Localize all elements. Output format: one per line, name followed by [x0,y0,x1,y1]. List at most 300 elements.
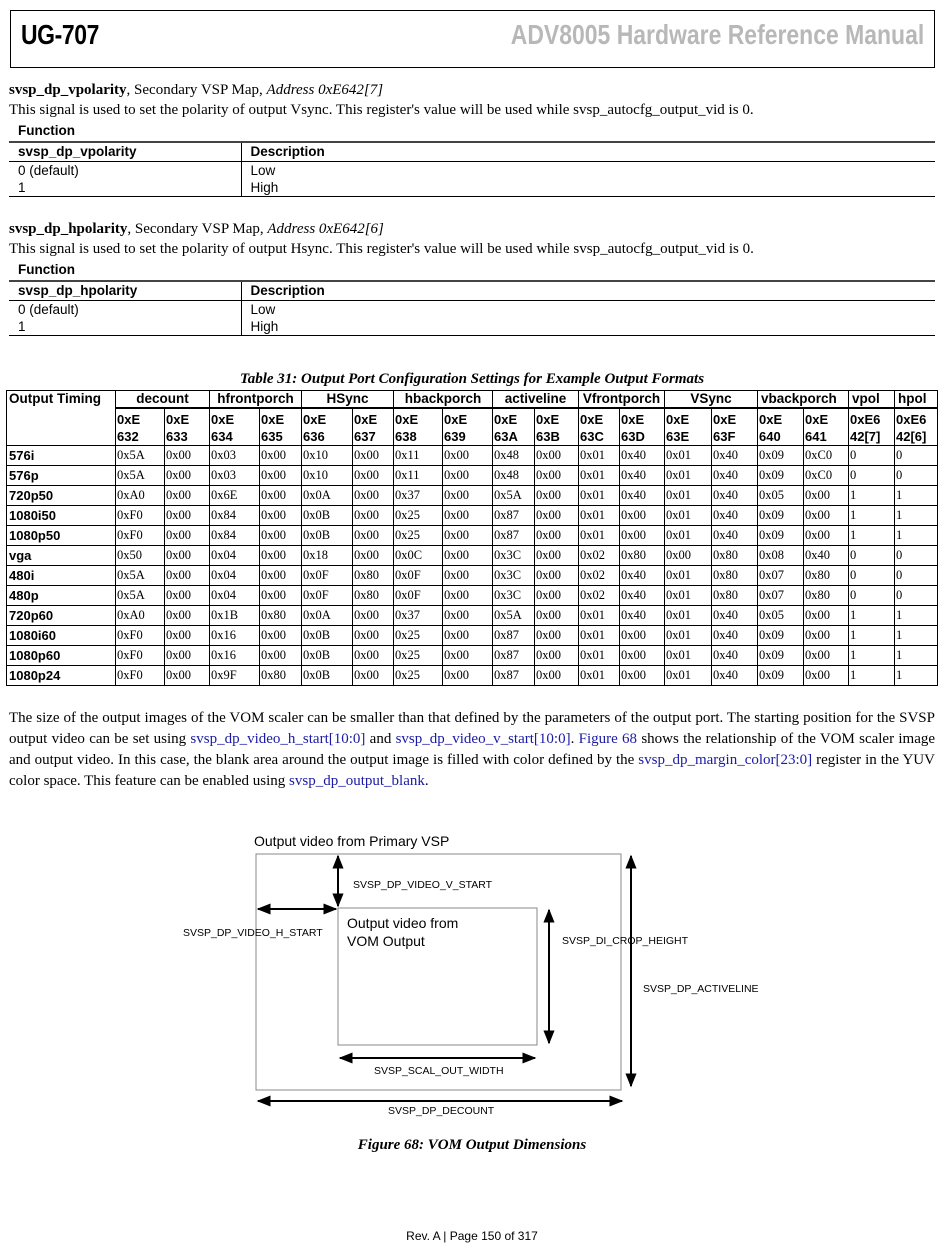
address-header [394,408,443,446]
register-value-cell: 0x00 [165,566,210,586]
register-value-cell: 0x40 [620,606,665,626]
register-value-cell: 0x00 [535,606,579,626]
link-video-v-start[interactable]: svsp_dp_video_v_start[10:0] [395,731,571,747]
register-value-cell: 0x00 [353,546,394,566]
table-row [7,486,938,506]
register-value-cell: 0 [849,466,895,486]
address-header [493,408,535,446]
address-prefix: 0xE [166,411,190,427]
address-prefix: 0xE6 [850,411,881,427]
output-timing-name: 480p [7,586,116,606]
register-value-cell: 0x3C [493,586,535,606]
register-value-cell: 0x3C [493,566,535,586]
function-label: Function [18,262,75,277]
register-value-cell: 0x00 [260,486,302,506]
output-timing-name: 1080i50 [7,506,116,526]
register-value-cell: 0x01 [665,646,712,666]
register-value-cell: 0x10 [302,446,353,466]
register-value-cell: 0x18 [302,546,353,566]
table-row [9,318,935,336]
register-value-cell: 0x5A [116,586,165,606]
address-suffix: 634 [211,428,233,444]
register-value-cell: 0x25 [394,646,443,666]
register-value-cell: 0x02 [579,546,620,566]
text: shows the relationship of the VOM scaler image and output video. In this case, the blank area around the output image is filled with color defined by the [9,731,936,768]
register-value-cell: 0xA0 [116,486,165,506]
address-prefix: 0xE [494,411,518,427]
address-suffix: 42[6] [896,428,927,444]
register-value-cell: 0x02 [579,586,620,606]
decount-label: SVSP_DP_DECOUNT [388,1105,495,1117]
register-value-cell: 0 [849,446,895,466]
v-start-label: SVSP_DP_VIDEO_V_START [353,879,493,891]
address-suffix: 63D [621,428,645,444]
table-row [7,666,938,686]
register-value-cell: 0x11 [394,466,443,486]
register-value-cell: 0x5A [116,466,165,486]
output-timing-name: 1080p50 [7,526,116,546]
address-suffix: 632 [117,428,139,444]
address-suffix: 42[7] [850,428,881,444]
diagram-graphic [0,820,950,1140]
output-timing-name: 720p60 [7,606,116,626]
address-header [302,408,353,446]
address-prefix: 0xE [303,411,327,427]
register-value-cell: 0x00 [165,546,210,566]
register-value-cell: 0x01 [665,566,712,586]
register-value-cell: 0x00 [260,466,302,486]
register-value-cell: 0x00 [443,446,493,466]
register-value-cell: 0x40 [712,626,758,646]
address-header [849,408,895,446]
address-suffix: 63A [494,428,518,444]
register-value-cell: 0x87 [493,666,535,686]
register-value-cell: 1 [849,526,895,546]
group-header: hfrontporch [210,391,302,408]
address-prefix: 0xE [261,411,285,427]
register-value-cell: 0x00 [620,506,665,526]
register-value-cell: 0x01 [665,606,712,626]
register-value-cell: 0x00 [165,646,210,666]
register-value-cell: 0xF0 [116,666,165,686]
register-value-cell: 0x40 [712,606,758,626]
table-row [7,646,938,666]
register-value-cell: 1 [895,606,938,626]
address-prefix: 0xE6 [896,411,927,427]
register-value-cell: 1 [849,666,895,686]
register-value-cell: 1 [895,486,938,506]
register-value-cell: 0x1B [210,606,260,626]
register-value-cell: 0x00 [165,606,210,626]
register-value-cell: 0 [895,466,938,486]
register-value-cell: 0x0B [302,526,353,546]
address-suffix: 636 [303,428,325,444]
register-value-cell: 0x00 [353,526,394,546]
register-value-cell: 0x00 [804,486,849,506]
address-suffix: 639 [444,428,466,444]
doc-id: UG-707 [21,19,99,50]
register-value-cell: 0x00 [620,526,665,546]
cell-value: 0 (default) [9,161,241,179]
register-value-cell: 0x03 [210,446,260,466]
register-value-cell: 0x9F [210,666,260,686]
register-value-cell: 0x5A [493,606,535,626]
function-table [9,280,935,336]
group-header: Vfrontporch [579,391,665,408]
register-value-cell: 0x09 [758,666,804,686]
register-value-cell: 0x0B [302,666,353,686]
register-value-cell: 0x5A [116,446,165,466]
address-header-row [7,408,938,446]
address-suffix: 63C [580,428,604,444]
address-prefix: 0xE [354,411,378,427]
register-value-cell: 0x00 [620,646,665,666]
register-value-cell: 0x00 [353,606,394,626]
col-header-value: svsp_dp_hpolarity [9,281,241,300]
register-value-cell: 0x00 [443,646,493,666]
register-value-cell: 0x00 [165,526,210,546]
register-name: svsp_dp_hpolarity [9,221,128,237]
register-value-cell: 0x00 [260,446,302,466]
register-value-cell: 0x40 [712,446,758,466]
register-value-cell: 0x00 [535,546,579,566]
register-value-cell: 0x01 [665,666,712,686]
register-value-cell: 0x80 [712,546,758,566]
outer-label: Output video from Primary VSP [254,833,450,849]
group-header: hbackporch [394,391,493,408]
table-row [7,546,938,566]
register-name: svsp_dp_vpolarity [9,82,127,98]
register-value-cell: 0x00 [804,626,849,646]
register-value-cell: 0xC0 [804,446,849,466]
register-hpolarity [9,219,935,336]
address-header [758,408,804,446]
text: register in the YUV color space. This feature can be enabled using [9,752,935,789]
address-prefix: 0xE [805,411,829,427]
output-timing-name: vga [7,546,116,566]
table-row [7,526,938,546]
register-value-cell: 0 [895,566,938,586]
register-value-cell: 0x00 [260,506,302,526]
register-value-cell: 0x80 [353,586,394,606]
register-value-cell: 0x01 [579,486,620,506]
register-description: This signal is used to set the polarity of output Hsync. This register's value will be used while svsp_autocfg_output_vid is 0. [9,241,754,257]
address-suffix: 640 [759,428,781,444]
page-footer: Rev. A | Page 150 of 317 [406,1229,538,1243]
register-value-cell: 0x10 [302,466,353,486]
register-value-cell: 0x40 [712,486,758,506]
register-value-cell: 0x40 [712,506,758,526]
table-row [7,466,938,486]
register-value-cell: 0x00 [620,626,665,646]
register-value-cell: 1 [895,646,938,666]
register-value-cell: 0x09 [758,506,804,526]
register-value-cell: 0x37 [394,486,443,506]
register-value-cell: 1 [849,606,895,626]
register-value-cell: 0x25 [394,626,443,646]
register-value-cell: 0x01 [665,446,712,466]
col-header-value: svsp_dp_vpolarity [9,142,241,161]
register-value-cell: 0x80 [353,566,394,586]
activeline-label: SVSP_DP_ACTIVELINE [643,983,759,995]
output-timing-name: 576i [7,446,116,466]
register-value-cell: 0x00 [443,566,493,586]
output-timing-name: 576p [7,466,116,486]
register-value-cell: 0x80 [712,586,758,606]
group-header-row [7,391,938,408]
register-value-cell: 0x00 [260,626,302,646]
register-value-cell: 0x09 [758,646,804,666]
register-value-cell: 1 [895,506,938,526]
register-value-cell: 1 [849,486,895,506]
register-value-cell: 0x40 [712,466,758,486]
register-value-cell: 0x50 [116,546,165,566]
register-value-cell: 0 [849,546,895,566]
link-video-h-start[interactable]: svsp_dp_video_h_start[10:0] [190,731,366,747]
register-value-cell: 0x6E [210,486,260,506]
register-value-cell: 0x00 [353,446,394,466]
address-suffix: 641 [805,428,827,444]
group-header: VSync [665,391,758,408]
register-value-cell: 0x01 [579,666,620,686]
register-value-cell: 0 [895,546,938,566]
register-value-cell: 0x01 [665,586,712,606]
inner-label-1: Output video from [347,915,459,931]
address-suffix: 635 [261,428,283,444]
register-value-cell: 0x5A [493,486,535,506]
register-value-cell: 0x07 [758,566,804,586]
register-value-cell: 0x5A [116,566,165,586]
register-value-cell: 0x01 [579,626,620,646]
register-value-cell: 0x80 [804,586,849,606]
register-value-cell: 0x0A [302,486,353,506]
register-value-cell: 0x00 [260,566,302,586]
col-header-description: Description [241,281,935,300]
register-value-cell: 0x00 [443,666,493,686]
register-map: , Secondary VSP Map, [127,221,268,237]
register-value-cell: 0x01 [579,646,620,666]
figure-vom-output-dimensions [0,820,950,1140]
link-output-blank[interactable]: svsp_dp_output_blank [289,773,425,789]
register-value-cell: 0x04 [210,566,260,586]
address-header [895,408,938,446]
register-value-cell: 0x0F [302,586,353,606]
register-value-cell: 1 [895,666,938,686]
register-value-cell: 1 [849,626,895,646]
register-value-cell: 0x00 [260,546,302,566]
register-value-cell: 0x00 [353,626,394,646]
output-timing-name: 480i [7,566,116,586]
register-value-cell: 0x0B [302,506,353,526]
crop-height-label: SVSP_DI_CROP_HEIGHT [562,935,689,947]
table-row [7,606,938,626]
register-value-cell: 0x00 [165,446,210,466]
register-value-cell: 0x48 [493,446,535,466]
register-value-cell: 0x11 [394,446,443,466]
register-value-cell: 0xC0 [804,466,849,486]
register-description: This signal is used to set the polarity of output Vsync. This register's value will be used while svsp_autocfg_output_vid is 0. [9,102,754,118]
address-prefix: 0xE [444,411,468,427]
register-value-cell: 0x01 [665,486,712,506]
register-value-cell: 0x01 [579,526,620,546]
address-suffix: 637 [354,428,376,444]
text: . [424,773,429,789]
group-header: decount [116,391,210,408]
register-value-cell: 0x01 [665,526,712,546]
register-value-cell: 0 [849,586,895,606]
register-value-cell: 0x07 [758,586,804,606]
register-value-cell: 0x00 [353,506,394,526]
group-header: hpol [895,391,938,408]
register-value-cell: 0x40 [620,566,665,586]
address-header [260,408,302,446]
register-value-cell: 0x16 [210,626,260,646]
cell-value: 1 [9,179,241,197]
address-header [210,408,260,446]
table-row [9,161,935,179]
register-value-cell: 0x0B [302,626,353,646]
register-value-cell: 0x84 [210,506,260,526]
register-value-cell: 0x25 [394,526,443,546]
address-prefix: 0xE [536,411,560,427]
text: and [365,731,396,747]
cell-description: Low [250,162,276,178]
register-value-cell: 0x09 [758,626,804,646]
register-value-cell: 0x0F [394,566,443,586]
register-value-cell: 0x00 [535,566,579,586]
output-timing-name: 1080p60 [7,646,116,666]
register-value-cell: 0x87 [493,646,535,666]
body-paragraph [9,708,935,792]
address-prefix: 0xE [759,411,783,427]
register-value-cell: 0x84 [210,526,260,546]
register-value-cell: 0x80 [260,666,302,686]
register-value-cell: 0x00 [353,646,394,666]
register-value-cell: 0x00 [804,606,849,626]
register-value-cell: 0x00 [165,626,210,646]
register-value-cell: 0xF0 [116,646,165,666]
cell-value: 0 (default) [9,300,241,318]
group-header: activeline [493,391,579,408]
function-label: Function [18,123,75,138]
register-value-cell: 0x40 [620,446,665,466]
figure-caption: Figure 68: VOM Output Dimensions [357,1137,587,1153]
address-header [665,408,712,446]
link-margin-color[interactable]: svsp_dp_margin_color[23:0] [638,752,813,768]
table-caption: Table 31: Output Port Configuration Settings for Example Output Formats [239,371,705,387]
register-value-cell: 0x00 [535,486,579,506]
register-value-cell: 0x0C [394,546,443,566]
register-value-cell: 0x00 [665,546,712,566]
register-value-cell: 0x3C [493,546,535,566]
link-figure-68[interactable]: Figure 68 [578,731,638,747]
register-value-cell: 0x87 [493,626,535,646]
register-value-cell: 0x00 [165,586,210,606]
register-value-cell: 0x0B [302,646,353,666]
register-value-cell: 0x00 [353,666,394,686]
register-value-cell: 0x01 [579,606,620,626]
register-value-cell: 0x00 [535,586,579,606]
group-header: vbackporch [758,391,849,408]
cell-description: High [241,318,935,336]
register-title [9,80,935,100]
address-header [353,408,394,446]
register-value-cell: 0x00 [535,646,579,666]
table-row [7,506,938,526]
register-value-cell: 0x00 [165,666,210,686]
register-value-cell: 0xF0 [116,626,165,646]
address-header [535,408,579,446]
register-value-cell: 1 [849,646,895,666]
register-value-cell: 0x00 [443,526,493,546]
address-prefix: 0xE [211,411,235,427]
register-value-cell: 1 [895,626,938,646]
register-value-cell: 0x0F [394,586,443,606]
register-vpolarity [9,80,935,197]
register-value-cell: 0x87 [493,506,535,526]
register-value-cell: 0x00 [804,506,849,526]
register-value-cell: 0x01 [665,466,712,486]
register-value-cell: 0x05 [758,606,804,626]
address-header [620,408,665,446]
register-value-cell: 0x40 [712,526,758,546]
register-value-cell: 0x0F [302,566,353,586]
register-value-cell: 0x00 [443,486,493,506]
text: The size of the output images of the VOM scaler can be smaller than that defined by the parameters of the output port. The starting position for the SVSP output video can be set using [9,710,935,747]
group-header: vpol [849,391,895,408]
register-value-cell: 0x01 [579,466,620,486]
register-value-cell: 0x00 [260,586,302,606]
register-value-cell: 0x00 [443,626,493,646]
function-table [9,141,935,197]
register-value-cell: 0x00 [165,486,210,506]
register-value-cell: 0x00 [804,646,849,666]
address-prefix: 0xE [713,411,737,427]
register-value-cell: 0x00 [535,506,579,526]
cell-value: 1 [9,318,241,336]
register-value-cell: 0x00 [260,646,302,666]
register-value-cell: 0xF0 [116,506,165,526]
register-value-cell: 0x40 [712,646,758,666]
register-value-cell: 0x0A [302,606,353,626]
register-value-cell: 0x37 [394,606,443,626]
table-row [9,179,935,197]
address-prefix: 0xE [621,411,645,427]
address-prefix: 0xE [395,411,419,427]
register-map: , Secondary VSP Map, [126,82,267,98]
register-value-cell: 0x00 [535,526,579,546]
register-value-cell: 0x02 [579,566,620,586]
register-address: Address 0xE642[7] [266,82,384,98]
address-suffix: 633 [166,428,188,444]
register-value-cell: 0x09 [758,446,804,466]
address-suffix: 638 [395,428,417,444]
address-header [443,408,493,446]
register-value-cell: 0x05 [758,486,804,506]
output-timing-name: 1080p24 [7,666,116,686]
output-timing-name: 720p50 [7,486,116,506]
text: . [570,731,579,747]
register-value-cell: 0x04 [210,546,260,566]
h-start-label: SVSP_DP_VIDEO_H_START [183,927,323,939]
table-row [7,626,938,646]
register-value-cell: 0x00 [535,626,579,646]
register-value-cell: 0x25 [394,506,443,526]
register-value-cell: 0x03 [210,466,260,486]
register-value-cell: 0x40 [620,486,665,506]
register-value-cell: 0x25 [394,666,443,686]
scal-out-width-label: SVSP_SCAL_OUT_WIDTH [374,1065,504,1077]
